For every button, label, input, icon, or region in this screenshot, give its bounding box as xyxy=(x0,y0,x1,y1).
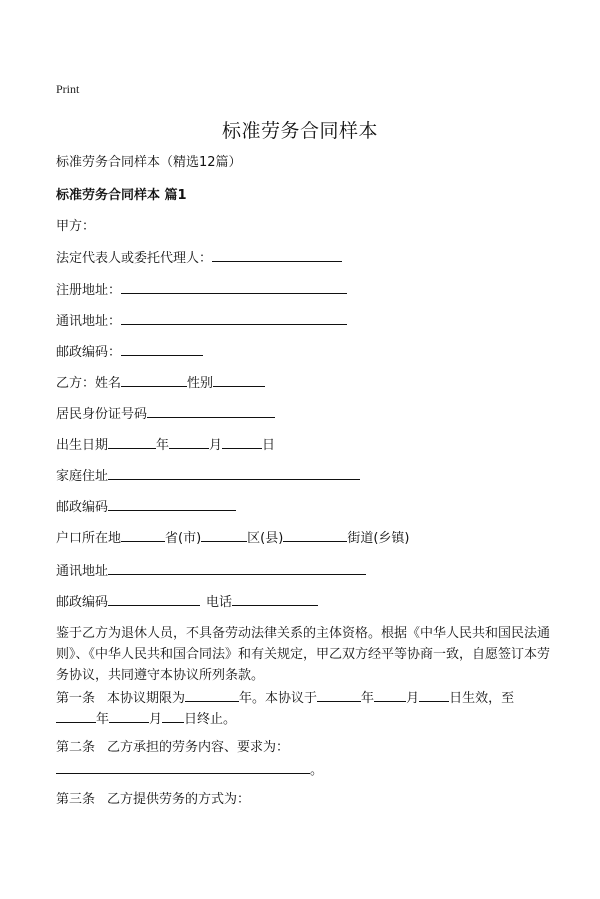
end-day-blank[interactable] xyxy=(162,710,184,723)
legal-rep-row xyxy=(56,249,342,268)
reg-address-row xyxy=(56,281,347,300)
end-year-label: 年 xyxy=(96,712,110,727)
section-heading: 标准劳务合同样本 篇1 xyxy=(56,188,187,203)
article-1-text-a: 本协议期限为 xyxy=(107,691,186,706)
party-b-name-blank[interactable] xyxy=(121,374,187,387)
hukou-row xyxy=(56,529,409,548)
article-1-text-c: 日生效，至 xyxy=(449,691,515,706)
legal-rep-blank[interactable] xyxy=(212,249,342,262)
street-label: 街道(乡镇) xyxy=(347,531,410,546)
comm-address-blank[interactable] xyxy=(121,312,347,325)
article-2-row xyxy=(56,739,289,757)
postcode-b-blank[interactable] xyxy=(108,498,236,511)
district-blank[interactable] xyxy=(201,529,247,542)
comm-address-b-row xyxy=(56,562,366,581)
comm-address-label: 通讯地址： xyxy=(56,314,122,329)
term-years-blank[interactable] xyxy=(185,689,239,702)
start-year-blank[interactable] xyxy=(317,689,361,702)
article-2-text: 乙方承担的劳务内容、要求为： xyxy=(107,740,290,755)
article-1 xyxy=(56,688,552,730)
labor-content-blank[interactable] xyxy=(56,761,310,774)
province-label: 省(市) xyxy=(165,531,202,546)
postcode-b2-blank[interactable] xyxy=(108,593,200,606)
reg-address-blank[interactable] xyxy=(121,281,347,294)
print-label: Print xyxy=(56,82,80,96)
birth-year-label: 年 xyxy=(156,438,170,453)
id-number-label: 居民身份证号码 xyxy=(56,407,148,422)
article-1-text-d: 日终止。 xyxy=(184,712,237,727)
document-subtitle: 标准劳务合同样本（精选12篇） xyxy=(56,155,242,170)
postcode-a-label: 邮政编码： xyxy=(56,345,122,360)
postcode-phone-row xyxy=(56,593,318,612)
birth-month-blank[interactable] xyxy=(169,436,209,449)
start-month-label: 月 xyxy=(406,691,420,706)
party-b-name-row xyxy=(56,374,265,393)
birth-day-blank[interactable] xyxy=(222,436,262,449)
birth-date-row xyxy=(56,436,275,455)
postcode-b2-label: 邮政编码 xyxy=(56,595,109,610)
end-month-blank[interactable] xyxy=(109,710,149,723)
article-2-label: 第二条 xyxy=(56,740,96,755)
postcode-a-row xyxy=(56,343,203,362)
birth-year-blank[interactable] xyxy=(108,436,156,449)
phone-blank[interactable] xyxy=(232,593,318,606)
article-2-blank-row xyxy=(56,761,323,780)
street-blank[interactable] xyxy=(283,529,347,542)
home-address-label: 家庭住址 xyxy=(56,469,109,484)
legal-rep-label: 法定代表人或委托代理人： xyxy=(56,251,213,266)
id-number-blank[interactable] xyxy=(147,405,275,418)
comm-address-b-blank[interactable] xyxy=(108,562,366,575)
district-label: 区(县) xyxy=(247,531,284,546)
postcode-a-blank[interactable] xyxy=(121,343,203,356)
article-3-text: 乙方提供劳务的方式为： xyxy=(107,792,251,807)
party-a-label: 甲方： xyxy=(56,219,96,234)
reg-address-label: 注册地址： xyxy=(56,283,122,298)
article-2-end: 。 xyxy=(310,763,324,778)
preamble-paragraph: 鉴于乙方为退休人员，不具备劳动法律关系的主体资格。根据《中华人民共和国民法通则》、《中华人民共和国合同法》和有关规定，甲乙双方经平等协商一致，自愿签订本劳务协议，共同遵守本协议所列条款。 xyxy=(56,626,551,683)
phone-label: 电话 xyxy=(206,595,233,610)
postcode-b-label: 邮政编码 xyxy=(56,500,109,515)
party-b-name-label: 乙方：姓名 xyxy=(56,376,122,391)
document-title: 标准劳务合同样本 xyxy=(221,120,378,142)
birth-day-label: 日 xyxy=(262,438,276,453)
start-year-label: 年 xyxy=(361,691,375,706)
hukou-label: 户口所在地 xyxy=(56,531,122,546)
start-month-blank[interactable] xyxy=(374,689,406,702)
birth-month-label: 月 xyxy=(209,438,223,453)
article-3-label: 第三条 xyxy=(56,792,96,807)
province-blank[interactable] xyxy=(121,529,165,542)
birth-date-label: 出生日期 xyxy=(56,438,109,453)
gender-label: 性别 xyxy=(187,376,214,391)
start-day-blank[interactable] xyxy=(419,689,449,702)
home-address-blank[interactable] xyxy=(108,467,360,480)
id-number-row xyxy=(56,405,275,424)
postcode-b-row xyxy=(56,498,236,517)
end-year-blank[interactable] xyxy=(56,710,96,723)
article-1-label: 第一条 xyxy=(56,691,96,706)
home-address-row xyxy=(56,467,360,486)
gender-blank[interactable] xyxy=(213,374,265,387)
comm-address-b-label: 通讯地址 xyxy=(56,564,109,579)
article-1-text-b: 年。本协议于 xyxy=(239,691,318,706)
comm-address-row xyxy=(56,312,347,331)
end-month-label: 月 xyxy=(149,712,163,727)
article-3-row xyxy=(56,791,250,809)
